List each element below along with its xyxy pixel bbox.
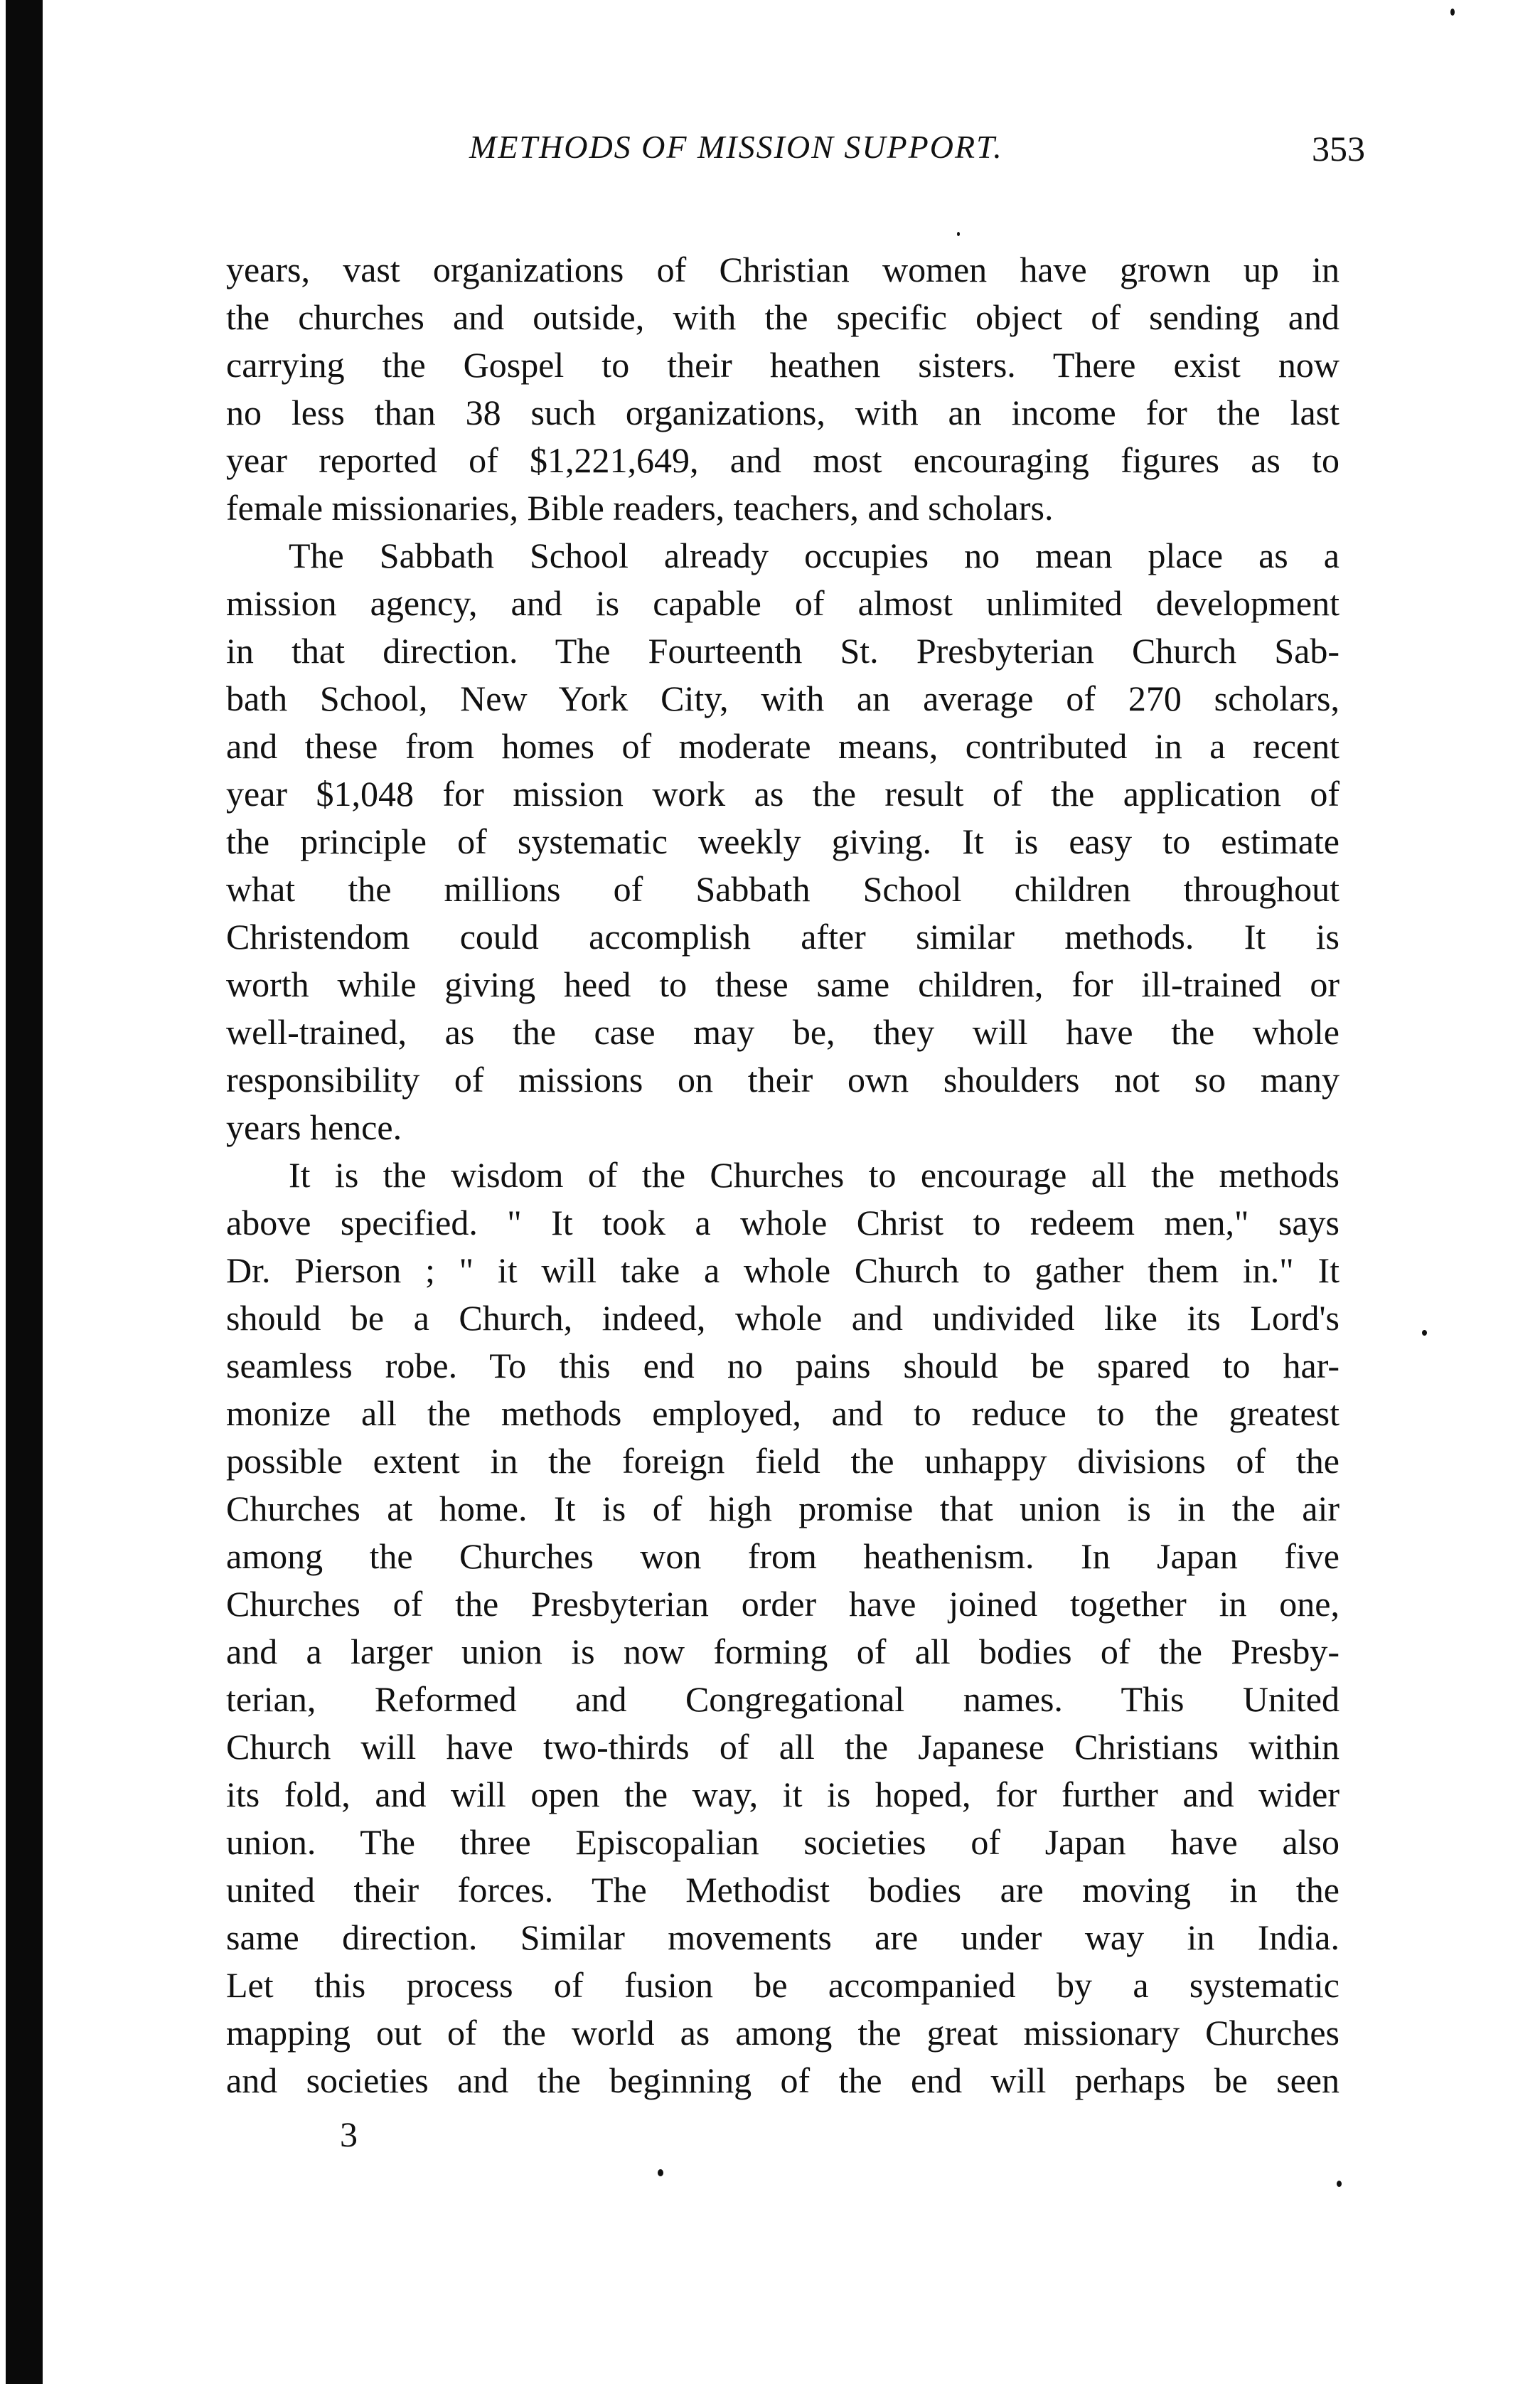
- ink-speck: [1450, 9, 1455, 16]
- signature-mark: 3: [340, 2114, 358, 2154]
- text-line: carrying the Gospel to their heathen sisters. There exist now: [226, 345, 1340, 385]
- text-line: united their forces. The Methodist bodies are moving in the: [226, 1870, 1340, 1910]
- text-line: worth while giving heed to these same children, for ill-trained or: [226, 964, 1340, 1004]
- text-line: Christendom could accomplish after similar methods. It is: [226, 917, 1340, 957]
- text-line: Churches at home. It is of high promise that union is in the air: [226, 1489, 1340, 1528]
- text-line: The Sabbath School already occupies no mean place as a: [289, 536, 1340, 575]
- scan-margin: [0, 0, 6, 2384]
- body-text: [226, 246, 1340, 2104]
- text-line: union. The three Episcopalian societies of Japan have also: [226, 1822, 1340, 1862]
- text-line: same direction. Similar movements are under way in India.: [226, 1917, 1340, 1957]
- text-line: well-trained, as the case may be, they will have the whole: [226, 1012, 1340, 1052]
- text-line: year reported of $1,221,649, and most encouraging figures as to: [226, 440, 1340, 480]
- text-line: Church will have two-thirds of all the Japanese Christians within: [226, 1727, 1340, 1767]
- text-line: seamless robe. To this end no pains should be spared to har-: [226, 1346, 1340, 1385]
- text-line: monize all the methods employed, and to reduce to the greatest: [226, 1393, 1340, 1433]
- text-line: and these from homes of moderate means, contributed in a recent: [226, 726, 1340, 766]
- text-line: year $1,048 for mission work as the result of the application of: [226, 774, 1340, 814]
- book-binding-shadow: [6, 0, 43, 2384]
- text-line: Churches of the Presbyterian order have joined together in one,: [226, 1584, 1340, 1624]
- text-line: no less than 38 such organizations, with an income for the last: [226, 393, 1340, 432]
- text-line: possible extent in the foreign field the unhappy divisions of the: [226, 1441, 1340, 1481]
- text-line: what the millions of Sabbath School children throughout: [226, 869, 1340, 909]
- text-line: should be a Church, indeed, whole and undivided like its Lord's: [226, 1298, 1340, 1338]
- text-line: among the Churches won from heathenism. In Japan five: [226, 1536, 1340, 1576]
- running-title: METHODS OF MISSION SUPPORT.: [469, 129, 1003, 165]
- text-line: bath School, New York City, with an average of 270 scholars,: [226, 679, 1340, 718]
- text-line: above specified. " It took a whole Christ to redeem men," says: [226, 1203, 1340, 1242]
- ink-speck: [658, 2169, 663, 2176]
- text-line: years hence.: [226, 1107, 402, 1147]
- ink-speck: [1337, 2181, 1342, 2187]
- text-line: and a larger union is now forming of all bodies of the Presby-: [226, 1632, 1340, 1671]
- text-line: mapping out of the world as among the great missionary Churches: [226, 2013, 1340, 2053]
- text-line: female missionaries, Bible readers, teachers, and scholars.: [226, 488, 1054, 528]
- text-line: responsibility of missions on their own shoulders not so many: [226, 1060, 1340, 1100]
- page-header: [469, 128, 1365, 178]
- text-line: mission agency, and is capable of almost unlimited development: [226, 583, 1340, 623]
- text-line: in that direction. The Fourteenth St. Presbyterian Church Sab-: [226, 631, 1340, 671]
- ink-speck: [1422, 1330, 1427, 1336]
- text-line: the churches and outside, with the specific object of sending and: [226, 297, 1340, 337]
- text-line: the principle of systematic weekly giving. It is easy to estimate: [226, 821, 1340, 861]
- text-line: and societies and the beginning of the end will perhaps be seen: [226, 2060, 1340, 2100]
- text-line: years, vast organizations of Christian women have grown up in: [226, 250, 1340, 289]
- page-number: 353: [1312, 129, 1365, 169]
- text-line: Dr. Pierson ; " it will take a whole Church to gather them in." It: [226, 1250, 1340, 1290]
- text-line: It is the wisdom of the Churches to encourage all the methods: [289, 1155, 1340, 1195]
- ink-speck: [957, 232, 960, 236]
- text-line: Let this process of fusion be accompanied by a systematic: [226, 1965, 1340, 2005]
- text-line: terian, Reformed and Congregational names. This United: [226, 1679, 1340, 1719]
- text-line: its fold, and will open the way, it is hoped, for further and wider: [226, 1774, 1340, 1814]
